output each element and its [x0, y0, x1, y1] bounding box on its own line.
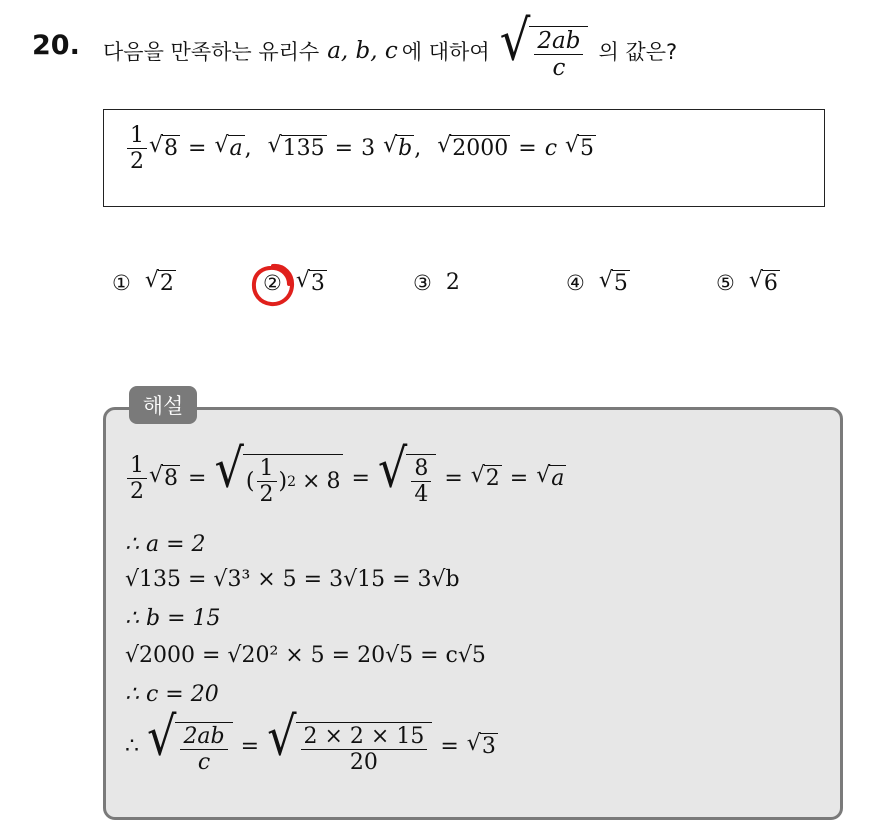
choice-1[interactable]: ① √ 2	[112, 268, 174, 296]
choice-marker: ③	[413, 270, 432, 295]
answer-circle-mark	[250, 262, 296, 308]
choice-5[interactable]: ⑤ √ 6	[716, 268, 778, 296]
question-radical: √ $\frac{2ab}{c}$	[500, 22, 589, 80]
question-number: 20.	[32, 30, 80, 61]
question-frac-den: c	[552, 55, 566, 82]
choice-value: 2	[445, 270, 460, 295]
question-prefix: 다음을 만족하는 유리수	[103, 40, 320, 65]
solution-line-a: $\frac{1}{2}$ √ 8 = √ ( $\frac{1}{2}$ ) 2 × 8 = √ $\frac{8}{4}$ = √ 2 = √ a	[125, 450, 566, 506]
solution-line-c: √2000 = √20² × 5 = 20√5 = c√5	[125, 643, 486, 668]
solution-final: ∴ √ $\frac{2ab}{c}$ = √ $\frac{2 \times 2 \times 15}{20}$ = √ 3	[125, 704, 496, 776]
choice-marker: ②	[263, 271, 282, 296]
final-frac-num: 2 × 2 × 15	[301, 725, 428, 750]
choice-value: 3	[310, 271, 325, 296]
solution-line-b: √135 = √3³ × 5 = 3√15 = 3√b	[125, 567, 460, 592]
final-value: 3	[481, 733, 496, 759]
question-vars: a, b, c	[327, 38, 398, 65]
question-text	[103, 8, 678, 82]
choice-value: 2	[159, 271, 174, 296]
choice-3[interactable]	[413, 270, 460, 295]
question-frac-num: 2ab	[534, 29, 583, 55]
question-suffix: 에 대하여	[401, 40, 490, 65]
choice-2[interactable]: ② √ 3	[263, 268, 325, 296]
choice-value: 5	[613, 271, 628, 296]
solution-result-b: ∴ b = 15	[125, 606, 221, 631]
solution-title: 해설	[129, 386, 197, 424]
condition-equations: $\frac{1}{2}$ √ 8 = √ a , √ 135 = 3 √ b , √ 2000 = c √ 5	[125, 124, 596, 173]
choice-marker: ⑤	[716, 271, 735, 296]
choice-4[interactable]: ④ √ 5	[566, 268, 628, 296]
final-frac-den: 20	[349, 750, 378, 776]
solution-result-c: ∴ c = 20	[125, 682, 219, 707]
choice-value: 6	[763, 271, 778, 296]
solution-result-a: ∴ a = 2	[125, 532, 206, 557]
choice-marker: ④	[566, 271, 585, 296]
question-ask: 의 값은?	[598, 40, 678, 65]
choice-marker: ①	[112, 271, 131, 296]
